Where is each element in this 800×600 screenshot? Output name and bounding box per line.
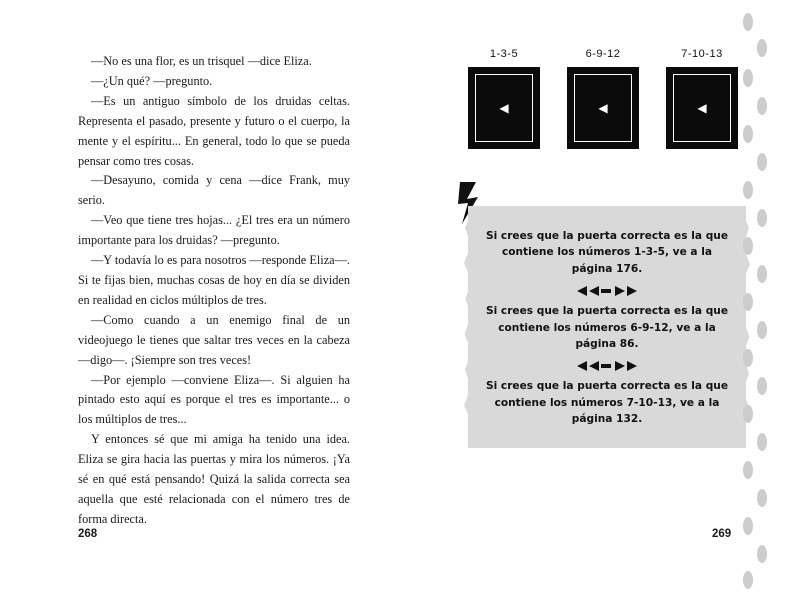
paragraph: —¿Un qué? —pregunto. <box>91 73 213 88</box>
paragraph: —Desayuno, comida y cena —dice Frank, muy serio. <box>78 173 350 208</box>
paragraph: —Y todavía lo es para nosotros —responde Eliza—. Si te fijas bien, muchas cosas de hoy en día se dividen en realidad en ciclos múltiplos de tres. <box>78 253 350 307</box>
door-option[interactable] <box>468 48 540 149</box>
door-option[interactable] <box>567 48 639 149</box>
door-graphic <box>567 67 639 149</box>
page-number-left: 268 <box>78 528 98 540</box>
page-number-right: 269 <box>712 528 732 540</box>
paragraph: —Por ejemplo —conviene Eliza—. Si alguien ha pintado esto aquí es porque el tres es importante... o los múltiplos de tres... <box>78 372 350 427</box>
choice-option[interactable]: Si crees que la puerta correcta es la que contiene los números 6-9-12, ve a la página 86. <box>485 305 729 351</box>
arrows-divider-icon <box>484 361 730 371</box>
left-page <box>0 0 380 600</box>
paragraph: —Veo que tiene tres hojas... ¿El tres era un número importante para los druidas? —pregunto. <box>78 213 350 248</box>
left-arrow-icon: ◀ <box>499 101 509 115</box>
door-graphic <box>666 67 738 149</box>
door-option[interactable] <box>666 48 738 149</box>
paragraph: —Es un antiguo símbolo de los druidas celtas. Representa el pasado, presente y futuro o el cuerpo, la mente y el espíritu... En general, todo lo que se pueda pensar como tres cosas. <box>78 93 350 168</box>
paragraph: —Como cuando a un enemigo final de un videojuego le tienes que saltar tres veces en la cabeza —digo—. ¡Siempre son tres veces! <box>78 312 350 367</box>
door-graphic <box>468 67 540 149</box>
arrows-divider-icon <box>484 286 730 296</box>
choice-option[interactable]: Si crees que la puerta correcta es la que contiene los números 1-3-5, ve a la página 176. <box>485 230 729 275</box>
door-row <box>468 48 738 149</box>
choice-option[interactable]: Si crees que la puerta correcta es la que contiene los números 7-10-13, ve a la página 132. <box>485 380 729 426</box>
door-label: 1-3-5 <box>489 48 519 60</box>
door-label: 7-10-13 <box>681 48 723 60</box>
left-page-body <box>78 52 350 530</box>
paragraph: —No es una flor, es un trisquel —dice Eliza. <box>91 54 312 68</box>
choice-note <box>468 206 746 448</box>
footprints-icon <box>738 8 772 592</box>
paragraph: Y entonces sé que mi amiga ha tenido una idea. Eliza se gira hacia las puertas y mira los números. ¡Ya sé en qué está pensando! Quizá la salida correcta sea aquella que esté relacionada con el número tres de forma directa. <box>78 432 350 526</box>
left-arrow-icon: ◀ <box>598 101 608 115</box>
left-arrow-icon: ◀ <box>697 101 707 115</box>
door-label: 6-9-12 <box>585 48 621 60</box>
